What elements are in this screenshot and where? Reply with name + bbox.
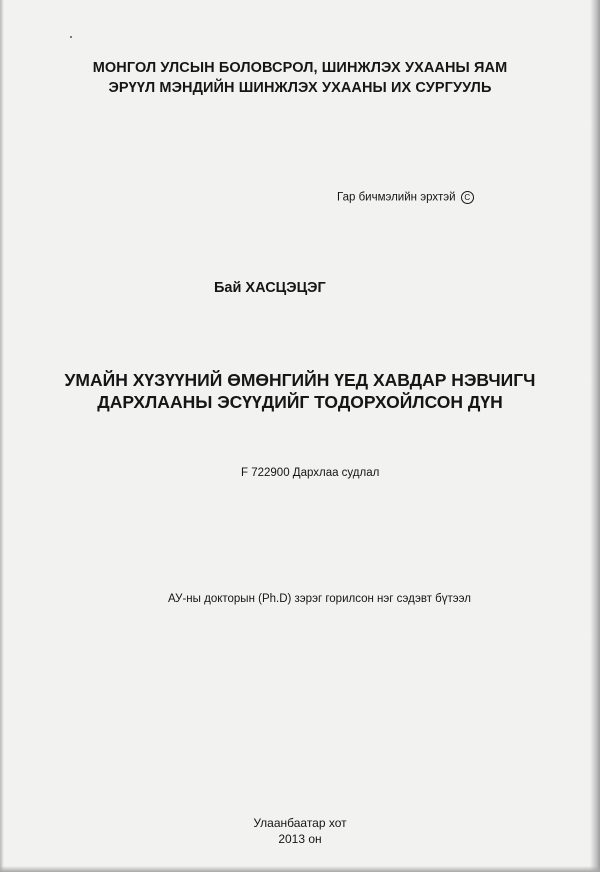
thesis-title-line-1: УМАЙН ХҮЗҮҮНИЙ ӨМӨНГИЙН ҮЕД ХАВДАР НЭВЧИГЧ bbox=[64, 370, 536, 390]
city: Улаанбаатар хот bbox=[253, 816, 347, 830]
scan-speck bbox=[70, 36, 72, 38]
ministry-name: МОНГОЛ УЛСЫН БОЛОВСРОЛ, ШИНЖЛЭХ УХААНЫ ЯАМ bbox=[92, 60, 508, 76]
scan-edge-bottom bbox=[0, 866, 600, 872]
year: 2013 он bbox=[278, 832, 322, 846]
institution-header bbox=[0, 58, 600, 98]
author-name: Бай ХАСЦЭЦЭГ bbox=[214, 280, 326, 296]
degree-statement: АУ-ны докторын (Ph.D) зэрэг горилсон нэг сэдэвт бүтээл bbox=[168, 593, 471, 605]
place-and-year bbox=[0, 815, 600, 847]
scan-edge-right bbox=[590, 0, 600, 872]
university-name: ЭРҮҮЛ МЭНДИЙН ШИНЖЛЭХ УХААНЫ ИХ СУРГУУЛЬ bbox=[108, 80, 492, 96]
scan-edge-left bbox=[0, 0, 4, 872]
specialty-code: F 722900 Дархлаа судлал bbox=[241, 467, 380, 479]
thesis-title bbox=[0, 369, 600, 413]
copyright-icon: C bbox=[461, 191, 474, 204]
copyright-notice bbox=[337, 191, 474, 204]
copyright-text: Гар бичмэлийн эрхтэй bbox=[337, 191, 456, 204]
thesis-title-line-2: ДАРХЛААНЫ ЭСҮҮДИЙГ ТОДОРХОЙЛСОН ДҮН bbox=[97, 392, 503, 412]
